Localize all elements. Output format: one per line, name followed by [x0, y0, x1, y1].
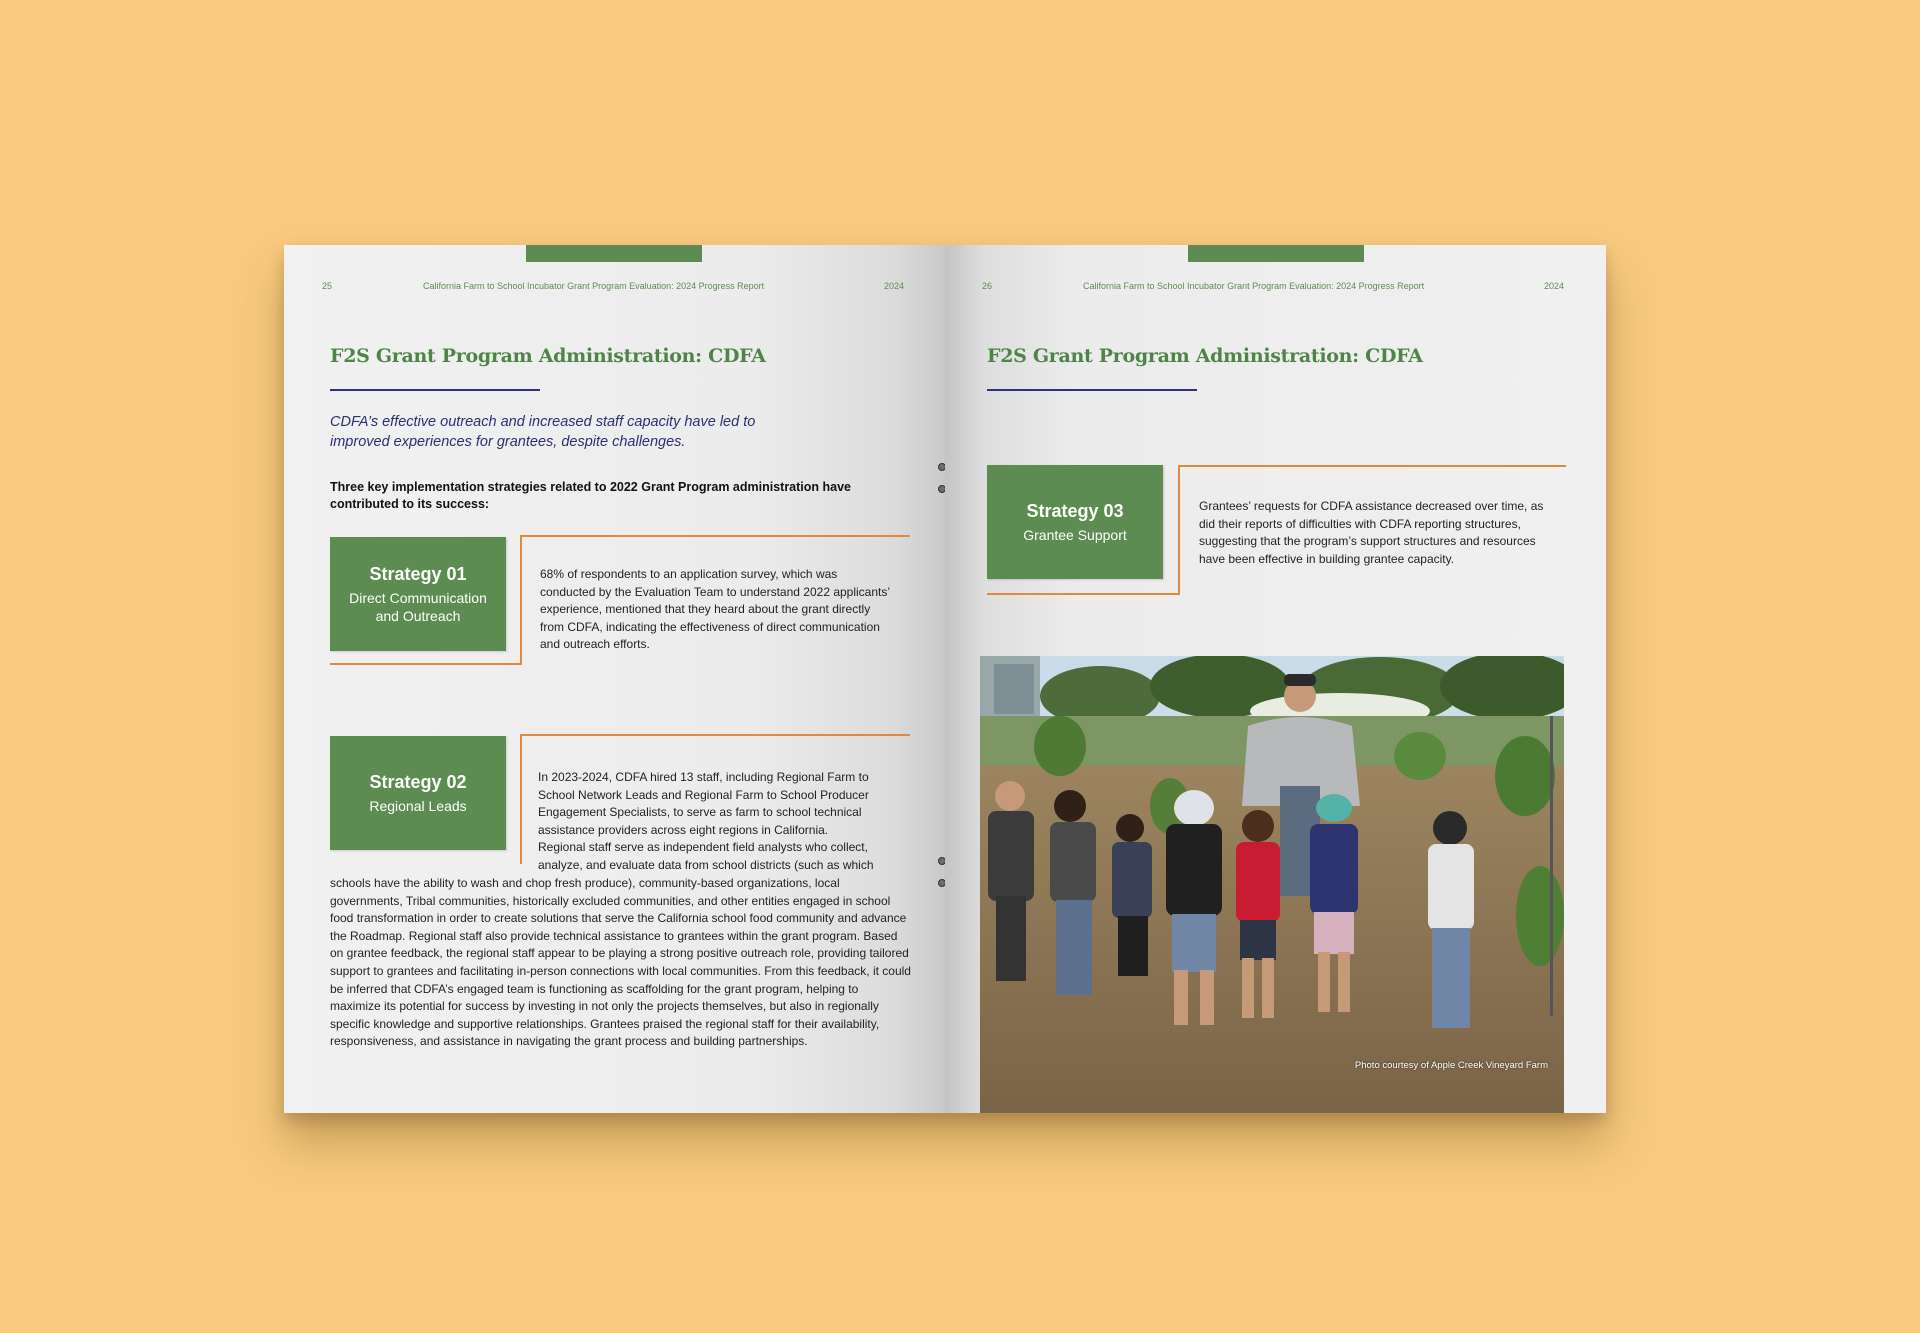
photo-caption: Photo courtesy of Apple Creek Vineyard Farm [1354, 1060, 1548, 1071]
body-line: School Network Leads and Regional Farm to School Producer [538, 787, 869, 802]
strategy-03-heading: Strategy 03 [1026, 500, 1124, 521]
lead-statement: Three key implementation strategies related to 2022 Grant Program administration have contributed to its success: [330, 480, 852, 511]
page-tab [1188, 245, 1364, 262]
booklet-spread [284, 245, 1606, 1113]
page-number: 26 [982, 281, 993, 291]
body-line: assistance providers across eight regions in California. [538, 822, 829, 837]
body-line: In 2023-2024, CDFA hired 13 staff, including Regional Farm to [538, 770, 869, 784]
title-underline [987, 389, 1197, 391]
strategy-03-underline [987, 593, 1180, 595]
page-tab [526, 245, 702, 262]
title-underline [330, 389, 540, 391]
header-year: 2024 [1544, 281, 1565, 291]
farm-photo-icon [980, 656, 1564, 1113]
strategy-03-subtitle: Grantee Support [1023, 526, 1127, 543]
right-page [945, 245, 1606, 1113]
strategy-01-box [330, 537, 506, 651]
left-page [284, 245, 945, 1113]
strategy-01-body: 68% of respondents to an application survey, which was conducted by the Evaluation Team to understand 2022 applicants’ experience, mentioned that they heard about the grant directly from CDFA, indicating the effectiveness of direct communication and outreach efforts. [540, 567, 890, 652]
strategy-03-body: Grantees’ requests for CDFA assistance decreased over time, as did their reports of difficulties with CDFA reporting structures, suggesting that the program’s support structures and resources have been effective in building grantee capacity. [1199, 499, 1544, 566]
strategy-02-box [330, 736, 506, 850]
binding-ring [938, 463, 945, 471]
page-title: F2S Grant Program Administration: CDFA [987, 345, 1423, 367]
binding-ring [938, 485, 945, 493]
intro-statement: CDFA’s effective outreach and increased staff capacity have led to improved experiences for grantees, despite challenges. [330, 414, 756, 450]
farm-photo [980, 656, 1564, 1113]
strategy-01-heading: Strategy 01 [369, 563, 467, 584]
strategy-03-box [987, 465, 1163, 579]
binding-ring [938, 879, 945, 887]
strategy-02-body-rest: schools have the ability to wash and chop fresh produce), community-based organizations, local governments, Tribal communities, historically excluded communities, and other entities engaged in school food transformation in order to create solutions that serve the California school food community and advance the Roadmap. Regional staff also provide technical assistance to grantees within the grant program. Based on grantee feedback, the regional staff appear to be playing a strong positive outreach role, providing tailored support to grantees and facilitating in-person connections with local communities. From this feedback, it could be inferred that CDFA’s engaged team is functioning as scaffolding for the grant program, helping to maximize its potential for success by investing in not only the projects themselves, but also in regionally specific knowledge and supportive relationships. Grantees praised the regional staff for their availability, responsiveness, and assistance in navigating the grant process and building partnerships. [330, 876, 911, 1049]
strategy-02-body-top [538, 769, 918, 875]
running-header: California Farm to School Incubator Grant Program Evaluation: 2024 Progress Report [423, 281, 765, 291]
body-line: Regional staff serve as independent field analysts who collect, [538, 840, 868, 855]
body-line: analyze, and evaluate data from school districts (such as which [538, 857, 874, 872]
header-year: 2024 [884, 281, 905, 291]
body-line: Engagement Specialists, to serve as farm to school technical [538, 805, 862, 820]
strategy-01-underline [330, 663, 522, 665]
strategy-02-subtitle: Regional Leads [369, 797, 467, 814]
running-header: California Farm to School Incubator Grant Program Evaluation: 2024 Progress Report [1083, 281, 1425, 291]
strategy-01-subtitle: Direct Communication and Outreach [349, 589, 487, 624]
page-number: 25 [322, 281, 333, 291]
strategy-02-heading: Strategy 02 [369, 771, 467, 792]
page-title: F2S Grant Program Administration: CDFA [330, 345, 766, 367]
binding-ring [938, 857, 945, 865]
